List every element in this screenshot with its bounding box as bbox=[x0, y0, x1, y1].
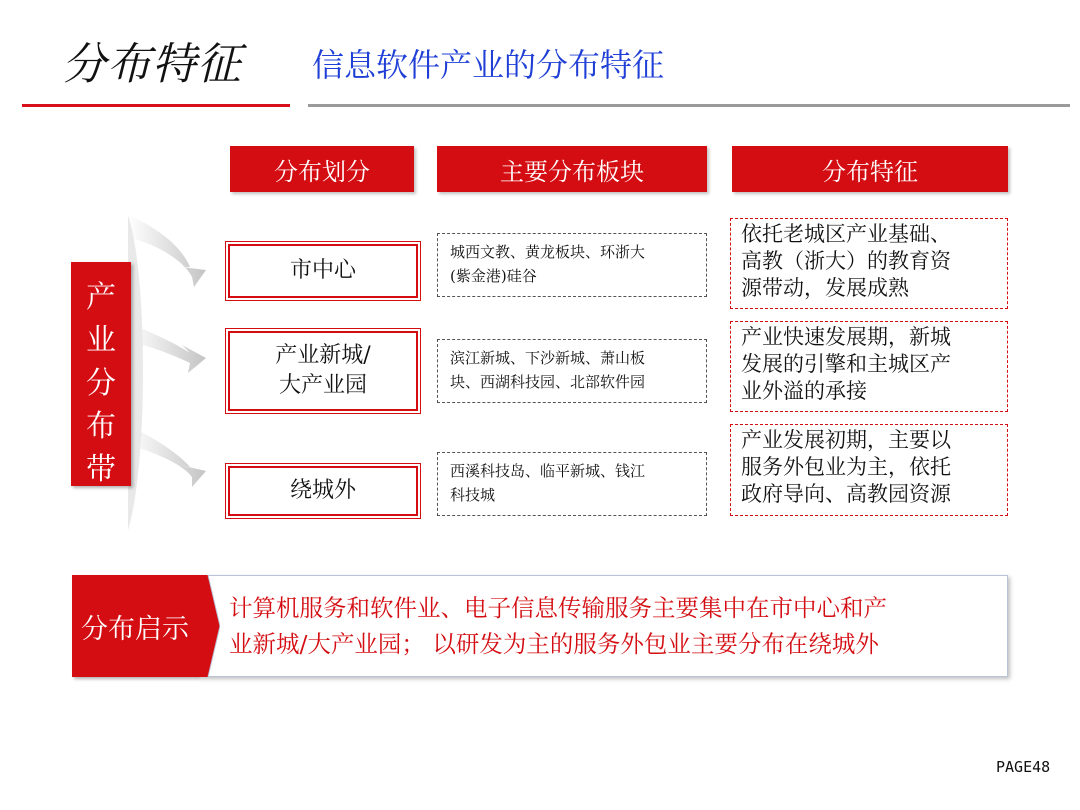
category-city-center bbox=[228, 244, 418, 298]
feature-line: 源带动，发展成熟 bbox=[741, 276, 909, 300]
feature-line: 政府导向、高教园资源 bbox=[741, 482, 951, 506]
title-rule-red bbox=[22, 104, 290, 107]
insight-notch-graphic bbox=[196, 575, 220, 677]
feature-city-center bbox=[730, 218, 1008, 309]
insight-line: 计算机服务和软件业、电子信息传输服务主要集中在市中心和产 bbox=[229, 594, 887, 622]
page-subtitle: 信息软件产业的分布特征 bbox=[312, 46, 665, 84]
category-new-town bbox=[228, 331, 418, 411]
industry-belt-label bbox=[71, 262, 131, 486]
column-header-division: 分布划分 bbox=[230, 146, 414, 192]
feature-line: 产业发展初期，主要以 bbox=[741, 428, 951, 452]
page-title: 分布特征 bbox=[62, 39, 242, 90]
insight-label: 分布启示 bbox=[72, 575, 198, 677]
area-line: 科技城 bbox=[450, 486, 496, 504]
feature-line: 发展的引擎和主城区产 bbox=[741, 352, 951, 376]
category-label: 大产业园 bbox=[278, 373, 367, 398]
feature-line: 服务外包业为主，依托 bbox=[741, 455, 951, 479]
area-line: 西溪科技岛、临平新城、钱江 bbox=[450, 462, 646, 480]
title-rule-gray bbox=[308, 104, 1070, 107]
insight-text-box bbox=[198, 575, 1008, 677]
area-line: 城西文教、黄龙板块、环浙大 bbox=[450, 243, 646, 261]
industry-belt-char: 带 bbox=[86, 452, 116, 487]
areas-outer-ring bbox=[437, 452, 707, 516]
category-label: 产业新城/ bbox=[275, 343, 371, 368]
insight-line: 业新城/大产业园； 以研发为主的服务外包业主要分布在绕城外 bbox=[229, 630, 879, 658]
category-label: 市中心 bbox=[289, 258, 356, 283]
column-header-areas: 主要分布板块 bbox=[437, 146, 707, 192]
areas-city-center bbox=[437, 233, 707, 297]
area-line: 块、西湖科技园、北部软件园 bbox=[450, 373, 646, 391]
page-number: PAGE48 bbox=[996, 758, 1051, 776]
feature-line: 依托老城区产业基础、 bbox=[741, 222, 951, 246]
category-label: 绕城外 bbox=[289, 478, 356, 503]
feature-outer-ring bbox=[730, 424, 1008, 516]
industry-belt-char: 布 bbox=[86, 409, 116, 444]
branch-arrows-graphic bbox=[128, 215, 228, 530]
feature-line: 高教（浙大）的教育资 bbox=[741, 249, 951, 273]
area-line: 滨江新城、下沙新城、萧山板 bbox=[450, 349, 646, 367]
feature-line: 业外溢的承接 bbox=[741, 379, 867, 403]
column-header-features: 分布特征 bbox=[732, 146, 1008, 192]
industry-belt-char: 分 bbox=[86, 366, 116, 401]
feature-line: 产业快速发展期，新城 bbox=[741, 325, 951, 349]
category-outer-ring bbox=[228, 466, 418, 516]
area-line: (紫金港)硅谷 bbox=[450, 267, 537, 285]
areas-new-town bbox=[437, 339, 707, 403]
industry-belt-char: 产 bbox=[86, 280, 116, 315]
industry-belt-char: 业 bbox=[86, 323, 116, 358]
feature-new-town bbox=[730, 321, 1008, 412]
